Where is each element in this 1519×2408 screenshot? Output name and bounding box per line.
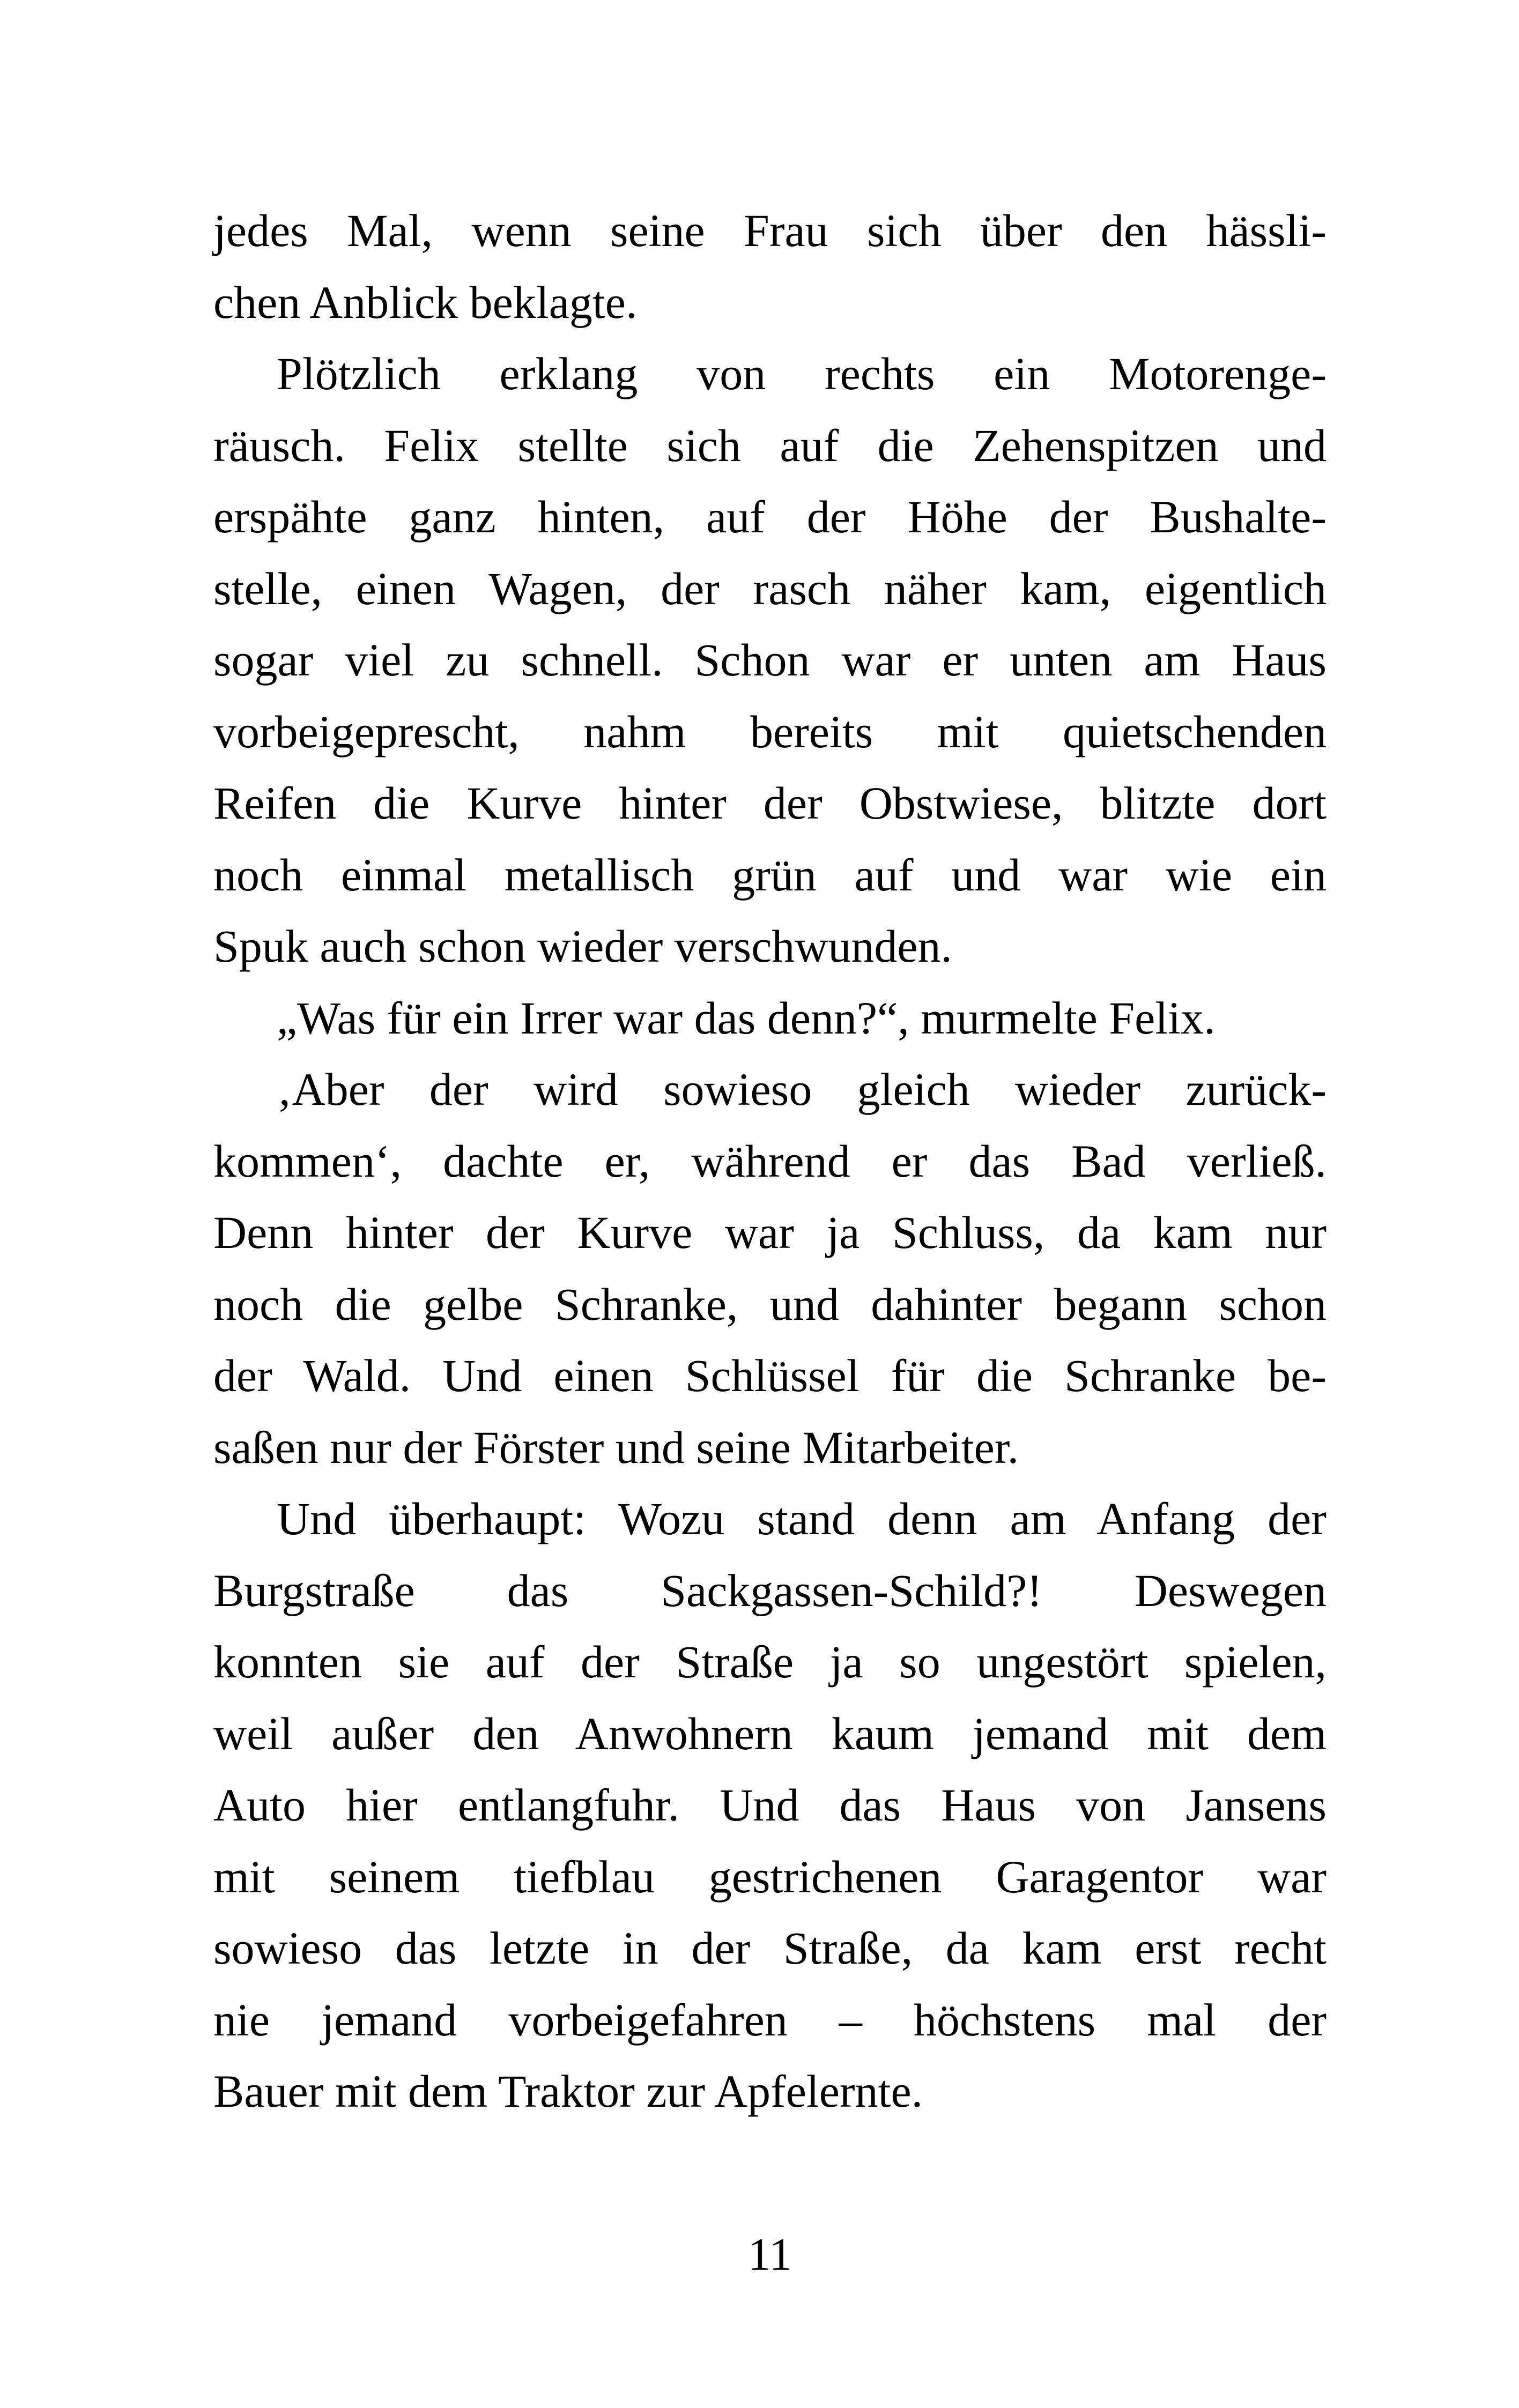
- text-line: saßen nur der Förster und seine Mitarbeiter.: [213, 1421, 1019, 1473]
- text-line: der Wald. Und einen Schlüssel für die Schranke be-: [213, 1350, 1327, 1401]
- text-line: Und überhaupt: Wozu stand denn am Anfang der: [277, 1493, 1327, 1544]
- text-line: mit seinem tiefblau gestrichenen Garagentor war: [213, 1850, 1327, 1902]
- text-line: weil außer den Anwohnern kaum jemand mit dem: [213, 1707, 1327, 1759]
- text-line: Bauer mit dem Traktor zur Apfelernte.: [213, 2065, 923, 2117]
- text-line: räusch. Felix stellte sich auf die Zehenspitzen und: [213, 419, 1327, 471]
- text-line: chen Anblick beklagte.: [213, 276, 638, 328]
- page-text: [213, 195, 1327, 2290]
- text-line: konnten sie auf der Straße ja so ungestört spielen,: [213, 1636, 1327, 1688]
- text-line: Plötzlich erklang von rechts ein Motorenge-: [277, 348, 1327, 399]
- text-line: Burgstraße das Sackgassen-Schild?! Deswegen: [213, 1564, 1327, 1616]
- text-line: vorbeigeprescht, nahm bereits mit quietschenden: [213, 705, 1327, 757]
- text-line: kommen‘, dachte er, während er das Bad verließ.: [213, 1135, 1327, 1187]
- text-line: jedes Mal, wenn seine Frau sich über den hässli-: [213, 205, 1327, 256]
- text-line: Reifen die Kurve hinter der Obstwiese, blitzte dort: [213, 777, 1327, 829]
- text-line: „Was für ein Irrer war das denn?“, murmelte Felix.: [277, 992, 1216, 1044]
- text-line: sogar viel zu schnell. Schon war er unten am Haus: [213, 634, 1327, 686]
- text-line: erspähte ganz hinten, auf der Höhe der Bushalte-: [213, 491, 1327, 542]
- text-line: nie jemand vorbeigefahren – höchstens mal der: [213, 1994, 1327, 2046]
- text-line: stelle, einen Wagen, der rasch näher kam, eigentlich: [213, 562, 1327, 614]
- text-line: Denn hinter der Kurve war ja Schluss, da kam nur: [213, 1207, 1327, 1258]
- text-line: sowieso das letzte in der Straße, da kam erst recht: [213, 1922, 1327, 1974]
- text-line: noch einmal metallisch grün auf und war wie ein: [213, 849, 1327, 901]
- text-line: Spuk auch schon wieder verschwunden.: [213, 920, 953, 972]
- text-line: noch die gelbe Schranke, und dahinter begann schon: [213, 1278, 1327, 1330]
- text-line: Auto hier entlangfuhr. Und das Haus von Jansens: [213, 1779, 1327, 1831]
- page-number: 11: [747, 2228, 792, 2280]
- text-line: ‚Aber der wird sowieso gleich wieder zurück-: [277, 1064, 1327, 1115]
